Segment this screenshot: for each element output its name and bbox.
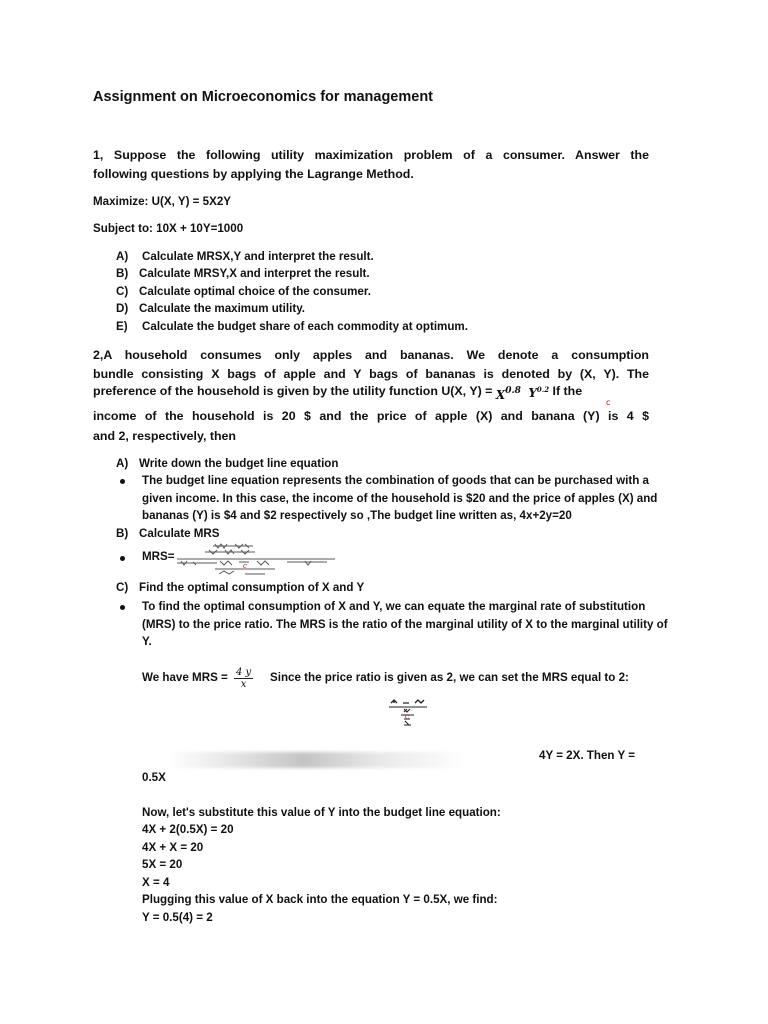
q1-line-2: following questions by applying the Lagrange Method.: [93, 167, 414, 181]
q2-part-c-answer: To find the optimal consumption of X and Y, we can equate the marginal rate of substitution (MRS) to the price ratio. The MRS is the ratio of the marginal utility of X to the marginal utility of Y.: [142, 600, 668, 648]
q2-line-5: and 2, respectively, then: [93, 429, 237, 443]
q1-item-b-label: B): [116, 267, 129, 280]
q2-x-var: X: [495, 388, 506, 402]
q1-item-e: Calculate the budget share of each commodity at optimum.: [142, 320, 468, 333]
q2-part-a-label: A): [116, 457, 129, 470]
q1-subject-to: Subject to: 10X + 10Y=1000: [93, 222, 244, 235]
document-title: Assignment on Microeconomics for management: [93, 89, 434, 105]
q2-line-1: 2,A household consumes only apples and bananas. We denote a consumption: [93, 348, 649, 362]
q2-line-4: income of the household is 20 $ and the price of apple (X) and banana (Y) is 4 $: [93, 409, 649, 423]
q2-part-a-answer: The budget line equation represents the combination of goods that can be purchased with a given income. In this case, the income of the household is $20 and the price of apples (X) and bananas (Y) is $4 and $2 respectively so ,The budget line written as, 4x+2y=20: [142, 474, 658, 522]
q2-part-b-label: B): [116, 527, 129, 540]
smeared-equation: [168, 752, 468, 768]
bullet-icon: [120, 556, 125, 561]
step-4: X = 4: [142, 876, 170, 889]
bullet-icon: [120, 605, 125, 610]
mrs-garbled-formula: [175, 540, 340, 578]
mrs-fraction-denominator: x: [240, 679, 247, 690]
q1-line-1: 1, Suppose the following utility maximization problem of a consumer. Answer the: [93, 148, 649, 162]
q2-y-exponent: 0.2: [536, 385, 550, 394]
q1-item-e-label: E): [116, 320, 128, 333]
substitute-intro: Now, let's substitute this value of Y into the budget line equation:: [142, 806, 501, 819]
price-ratio-text: Since the price ratio is given as 2, we can set the MRS equal to 2:: [270, 671, 629, 684]
q1-maximize: Maximize: U(X, Y) = 5X2Y: [93, 195, 231, 208]
q1-item-c-label: C): [116, 285, 129, 298]
eq-continued: 0.5X: [142, 771, 166, 784]
svg-text:ⅽ: ⅽ: [243, 562, 247, 570]
q2-line-2: bundle consisting X bags of apple and Y bags of bananas is denoted by (X, Y). The: [93, 367, 649, 381]
bullet-icon: [120, 479, 125, 484]
plug-text: Plugging this value of X back into the equation Y = 0.5X, we find:: [142, 893, 498, 906]
q1-item-d-label: D): [116, 302, 129, 315]
q2-line-3-text: preference of the household is given by the utility function U(X, Y) =: [93, 384, 493, 398]
final-result: Y = 0.5(4) = 2: [142, 911, 213, 924]
svg-text:ⅽ: ⅽ: [405, 713, 409, 721]
q1-item-d: Calculate the maximum utility.: [139, 302, 306, 315]
mrs-fraction: [234, 667, 253, 690]
q2-part-b: Calculate MRS: [139, 527, 220, 540]
q2-x-exponent: 0.8: [505, 386, 521, 396]
q2-mrs-label: MRS=: [142, 550, 175, 563]
q1-item-a-label: A): [116, 250, 129, 263]
q2-line-3-end: If the: [552, 384, 583, 398]
q2-part-c: Find the optimal consumption of X and Y: [139, 581, 365, 594]
red-mark: ⅽ: [606, 398, 611, 407]
q1-item-b: Calculate MRSY,X and interpret the result.: [139, 267, 370, 280]
step-3: 5X = 20: [142, 858, 183, 871]
step-1: 4X + 2(0.5X) = 20: [142, 823, 234, 836]
q1-item-c: Calculate optimal choice of the consumer.: [139, 285, 371, 298]
q2-part-c-label: C): [116, 581, 129, 594]
q2-y-var: Y: [528, 386, 537, 400]
mrs-fraction-numerator: 4 y: [236, 667, 252, 678]
q2-part-a: Write down the budget line equation: [139, 457, 339, 470]
eq-right-text: 4Y = 2X. Then Y =: [539, 749, 636, 762]
equation-fraction-image: [387, 697, 431, 729]
q2-line-3: [93, 384, 583, 402]
have-mrs-text: We have MRS =: [142, 671, 228, 684]
q1-item-a: Calculate MRSX,Y and interpret the result.: [142, 250, 374, 263]
step-2: 4X + X = 20: [142, 841, 204, 854]
